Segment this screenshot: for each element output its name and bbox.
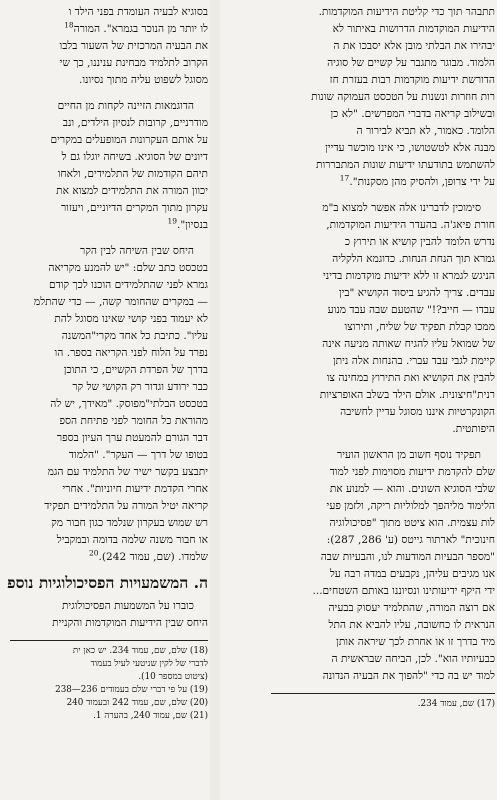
text-line: ידי היקף ידיעותינו ונסיוננו באותם השטחים... [312,585,495,597]
text-line: או חבור משנה שלמה בדומה ובמקביל [56,534,208,546]
footnote-ref: 17 [339,173,350,183]
text-line: כבעיותיו הוא". לכן, הביחה שבראשית ה [331,653,495,665]
text-line [221,174,495,191]
text-line: קיימת לגבי עבד עברי. בהנחות אלה ניתן [332,355,495,367]
text-line: למוד יש בה כדי "להפוך את הבעיה הנדונה [322,670,495,682]
footnote: (18) שלם, שם, עמוד 234. יש כאן ית [72,646,208,656]
text-line: אחרי הקדמת ידיעות חיוניות". אחרי [62,483,208,495]
text-line [0,21,208,38]
text-line: הלמוד. מבוגר מתגבר על קשיים של סוגיה [327,57,495,69]
text-line: רש שמוש בעקרון שנלמד כגון חבור מק [51,517,208,529]
paragraph-examples [0,98,208,234]
text-line: עבדים. צריך להגיע ביסוד הקושיא "בין [338,287,495,299]
text-line: מבנה אלא לטשטושו, כי אינו מוכשר עדיין [325,142,495,154]
text-line: הלימוד מליהפך למלוליות ריקה, ולזמן פעי [326,500,495,512]
text-line: סימוכין לדברינו אלה אפשר למצוא ב"מ [322,202,481,214]
right-column [221,4,495,800]
column-gutter [210,0,220,800]
paragraph-section-intro [0,598,208,632]
paragraph-reading [0,243,208,566]
text-line: תתבהר תוך כדי קליטת הידיעות המוקדמות. [318,6,495,18]
text-line: תפקיד נוסף חשוב מן הראשון הועיר [337,449,481,461]
text-line: בסוגיא לבעיה העומדת בפני הילד ו [68,6,208,18]
text-line: רנית"חיצונית. אולם הילד בשלב האופרציות [319,389,495,401]
text-fragment: לו יותר מן הנוכר בגמרא". המורה [73,23,208,35]
text-line: לות עצמית. הוא ציטט מתוך "פסיכולוגיה [329,517,495,529]
footnotes [0,645,208,723]
footnote: (19) על פי דברי שלם בעמודים 236—238 [55,685,208,695]
text-line: יתבצע בקשר ישיר של התלמיד עם הגמ [47,466,208,478]
text-line: דבר הגורם להמעטת ערך העיון בספר [56,432,208,444]
footnote: (20) שלם, שם, עמוד 242 ובעמוד 240 [66,698,208,708]
text-line: להבין את הקושיא ואת התירוץ במחינה צו [326,372,495,384]
text-line: על אותם העקרונות המופעלים במקרים [50,134,208,146]
text-line: — במקרים שהחומר קשה, — כדי שהתלמ [33,296,208,308]
footnote-ref: 20 [88,548,99,558]
footnote: (17) שם, עמוד 234. [417,699,495,709]
footnote-rule [10,640,208,641]
text-line: עבדו — חייב?!" שהטעם שבה עבד מנוע [327,304,495,316]
text-line: כוברו על המשמעות הפסיכולוגית [61,600,194,612]
text-line: "מספר הבעיות המודעות לנו, והבעיות שבה [320,551,495,563]
text-line: עקרון מתוך המקרים הדיוניים, ויעזור [60,202,208,214]
text-line: בדרך של הפרדת הקשיים, כי התוכן [63,364,208,376]
text-line [0,217,208,234]
text-line: הדורשת ידיעות מוקדמות רבות בעזרת חז [329,74,495,86]
footnote-rule [271,693,495,694]
left-column [0,4,208,800]
text-line: לא יעמוד בפני קושי שאינו מסוגל להת [54,313,208,325]
text-line: מסוגל לשפוט עליה מתוך נסיונו. [78,74,208,86]
text-line: חורת פיאג'ה. בהעדר הידיעות המוקדמות, [326,219,495,231]
text-line: היחס שבין השיחה לבין הקר [80,245,194,257]
text-line: הנראית לו כחשובה, עליו להביא את התל [328,619,495,631]
text-line: הדוגמאות הזיינה לקחות מן החיים [57,100,194,112]
text-line: יכוון המורה את התלמידים למצוא את [56,185,208,197]
text-line: קריאה יטיל המורה על התלמידים תפקיד [44,500,208,512]
footnote-ref: 18 [64,20,74,30]
text-line: מודרניים, קרובות לנסיון הילדים, ונב [62,117,208,129]
text-line: גמרא תוך הנחת הנחות. כדוגמא הלקליה [332,253,495,265]
text-line: הקרוב לתלמיד מבחינת עניננו, כך שי [59,57,208,69]
text-fragment: בנסיון". [176,219,208,231]
text-line: כבר ירודע וגדור רק הקושי של קר [72,381,208,393]
section-heading: ה. המשמעויות הפסיכולוגיות נוספ [7,573,208,592]
text-line: דיונים של הסוגיא. בשיחה יוגלו גם ל [61,151,208,163]
text-line: שלם להקדמת ידיעות מסוימות לפני למוד [329,466,495,478]
text-line: הלומד. כאמור, לא תביא לבירור ה [356,125,495,137]
text-line: מהוראת כל החומר לפני פתיחת הספ [59,415,208,427]
text-line: אנו מגיבים עליהן, נקבעים במדה רבה על [329,568,495,580]
text-line: של שמואל עליו להגיח שאותה מניעה אינה [322,338,495,350]
text-line: להשתמש בתודעתו ידיעות שונות המתבררות [316,159,495,171]
text-line: יבהירו את הבלתי מובן אלא יסבכו את ה [333,40,495,52]
text-line [0,549,208,566]
text-line: עליו". כתיבת כל אחד מקרי"המשנה [61,330,208,342]
text-line: נפרד על הלוח לפני הקריאה בספר. הו [54,347,208,359]
text-line: היחס שבין הידיעות המוקדמות והקניית [52,617,208,629]
paragraph-problem [0,4,208,89]
text-line: הניגש לגמרא זו ללא ידיעות מוקדמות בדיני [323,270,495,282]
text-line: תיהם הקודמות של התלמידים, ולאחו [57,168,208,180]
text-line: שלבי הסוגיא השונים. והוא — למנוע את [329,483,495,495]
footnote: (21) שם, עמוד 240, בהערה 1. [93,711,208,721]
footnote-ref: 19 [167,216,177,226]
text-line: בטכסט כתב שלם: "יש להמנע מקריאה [48,262,208,274]
text-line: נדרש הלומד להבין קושיא או תירוץ כ [344,236,495,248]
paragraph-piaget [221,200,495,438]
paragraph-additional-role [221,447,495,685]
footnote: (ציטוט במספר 10). [138,672,208,682]
text-line: מיד בדרך זו או אחרת לכך שיראה אותן [336,636,495,648]
text-line: רות חוזרות ונשנות על הטכסט העמוקה שונות [311,91,495,103]
text-line: הידיעות המוקדמות הדרושות באיתור לא [332,23,495,35]
text-line: בטופו של דרך — העקר". "הלמוד [68,449,208,461]
text-line: הקונקרטיות איננו מסוגל עדיין לחשיבה [340,406,495,418]
text-line: את הבעיה המרכזית של השעור בלבו [59,40,208,52]
footnote: לדברי של לקין שניטעי לעיל בעמוד [90,659,208,669]
text-fragment: שלמדו. (שם, עמוד 242). [98,551,208,563]
text-fragment: על ידי צרופן, ולהסיק מהן מסקנות". [349,176,495,188]
text-line: גמרא לפני שהתלמידים הוכנו לכך קודם [48,279,208,291]
text-line: ממכו קבלת תפקיד של שליח, ותירוצו [344,321,495,333]
text-line: בטכסט הבלתי"מפוסק. "מאידך, יש לה [50,398,208,410]
text-line: ובשילוב קריאה בדברי המפרשים. "לא כן [330,108,495,120]
text-line: אם רוצה המורה, שהתלמיד יעסוק בבעיה [328,602,495,614]
text-line: חינוכית" לארתור גייטס (ע' 286, 287): [326,534,495,546]
paragraph-intro [221,4,495,191]
text-line: היפותטית. [452,423,495,435]
